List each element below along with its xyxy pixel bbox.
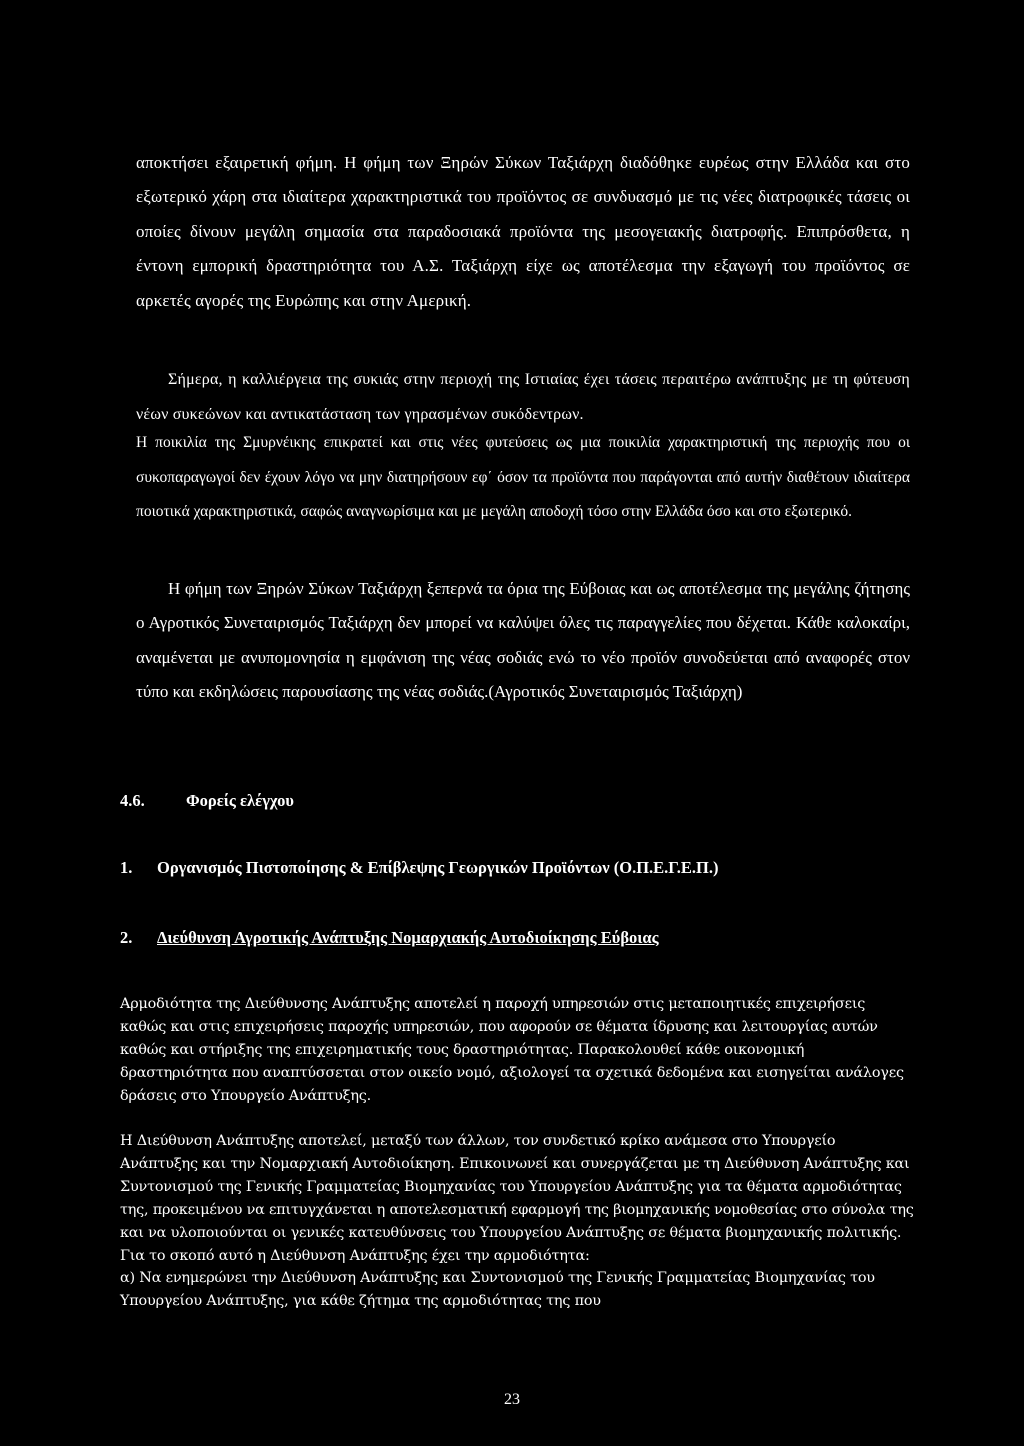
paragraph-liaison-block [120,1130,914,1313]
paragraph-demand: Η φήμη των Ξηρών Σύκων Ταξιάρχη ξεπερνά τα όρια της Εύβοιας και ως αποτέλεσμα της μεγάλης ζήτησης ο Αγροτικός Συνεταιρισμός Ταξιάρχη δεν μπορεί να καλύψει όλες τις παραγγελίες που δέχεται. Κάθε καλοκαίρι, αναμένεται με ανυπομονησία η εμφάνιση της νέας σοδιάς ενώ το νέο προϊόν συνοδεύεται από αναφορές στον τύπο και εκδηλώσεις παρουσίασης της νέας σοδιάς.(Αγροτικός Συνεταιρισμός Ταξιάρχη) [136,579,910,702]
item-number: 2. [120,928,133,947]
item-number: 1. [120,858,133,877]
paragraph-fame: αποκτήσει εξαιρετική φήμη. Η φήμη των Ξηρών Σύκων Ταξιάρχη διαδόθηκε ευρέως στην Ελλάδα και στο εξωτερικό χάρη στα ιδιαίτερα χαρακτηριστικά του προϊόντος σε συνδυασμό με τις νέες διατροφικές τάσεις οι οποίες δίνουν μεγάλη σημασία στα παραδοσιακά προϊόντα της μεσογειακής διατροφής. Επιπρόσθετα, η έντονη εμπορική δραστηριότητα του Α.Σ. Ταξιάρχη είχε ως αποτέλεσμα την εξαγωγή του προϊόντος σε αρκετές αγορές της Ευρώπης και στην Αμερική. [136,153,910,310]
section-title: Φορείς ελέγχου [186,791,294,810]
page-number: 23 [504,1391,520,1408]
paragraph-variety: Η ποικιλία της Σμυρνέικης επικρατεί και στις νέες φυτεύσεις ως μια ποικιλία χαρακτηριστική της περιοχής που οι συκοπαραγωγοί δεν έχουν λόγο να μην διατηρήσουν εφ΄ όσον τα προϊόντα που παράγονται από αυτήν διαθέτουν ιδιαίτερα ποιοτικά χαρακτηριστικά, σαφώς αναγνωρίσιμα και με μεγάλη αποδοχή τόσο στην Ελλάδα όσο και στο εξωτερικό. [136,434,910,521]
paragraph-purpose: Για το σκοπό αυτό η Διεύθυνση Ανάπτυξης έχει την αρμοδιότητα: [120,1247,590,1264]
paragraph-responsibility: Αρμοδιότητα της Διεύθυνσης Ανάπτυξης αποτελεί η παροχή υπηρεσιών στις μεταποιητικές επιχειρήσεις καθώς και στις επιχειρήσεις παροχής υπηρεσιών, που αφορούν σε θέματα ίδρυσης και λειτουργίας αυτών καθώς και στήριξης της επιχειρηματικής τους δραστηριότητας. Παρακολουθεί κάθε οικονομική δραστηριότητα που αναπτύσσεται στον οικείο νομό, αξιολογεί τα σχετικά δεδομένα και εισηγείται ανάλογες δράσεις στο Υπουργείο Ανάπτυξης. [120,996,904,1104]
paragraph-item-a: α) Να ενημερώνει την Διεύθυνση Ανάπτυξης και Συντονισμού της Γενικής Γραμματείας Βιομηχανίας του Υπουργείου Ανάπτυξης, για κάθε ζήτημα της αρμοδιότητας της που [120,1270,875,1310]
section-number: 4.6. [120,791,145,810]
control-body-2 [120,928,659,948]
paragraph-liaison: Η Διεύθυνση Ανάπτυξης αποτελεί, μεταξύ των άλλων, τον συνδετικό κρίκο ανάμεσα στο Υπουργείο Ανάπτυξης και την Νομαρχιακή Αυτοδιοίκηση. Επικοινωνεί και συνεργάζεται με τη Διεύθυνση Ανάπτυξης και Συντονισμού της Γενικής Γραμματείας Βιομηχανίας του Υπουργείου Ανάπτυξης για τα θέματα αρμοδιότητας της, προκειμένου να επιτυγχάνεται η αποτελεσματική εφαρμογή της βιομηχανικής νομοθεσίας στο σύνολα της και να υλοποιούνται οι γενικές κατευθύνσεις του Υπουργείου Ανάπτυξης σε θέματα βιομηχανικής πολιτικής. [120,1133,914,1241]
section-heading [120,791,294,811]
item-title: Διεύθυνση Αγροτικής Ανάπτυξης Νομαρχιακής Αυτοδιοίκησης Εύβοιας [157,928,659,947]
item-title: Οργανισμός Πιστοποίησης & Επίβλεψης Γεωργικών Προϊόντων (Ο.Π.Ε.Γ.Ε.Π.) [157,858,719,877]
paragraph-cultivation: Σήμερα, η καλλιέργεια της συκιάς στην περιοχή της Ιστιαίας έχει τάσεις περαιτέρω ανάπτυξης με τη φύτευση νέων συκεώνων και αντικατάσταση των γηρασμένων συκόδεντρων. [136,371,910,423]
control-body-1 [120,858,719,878]
